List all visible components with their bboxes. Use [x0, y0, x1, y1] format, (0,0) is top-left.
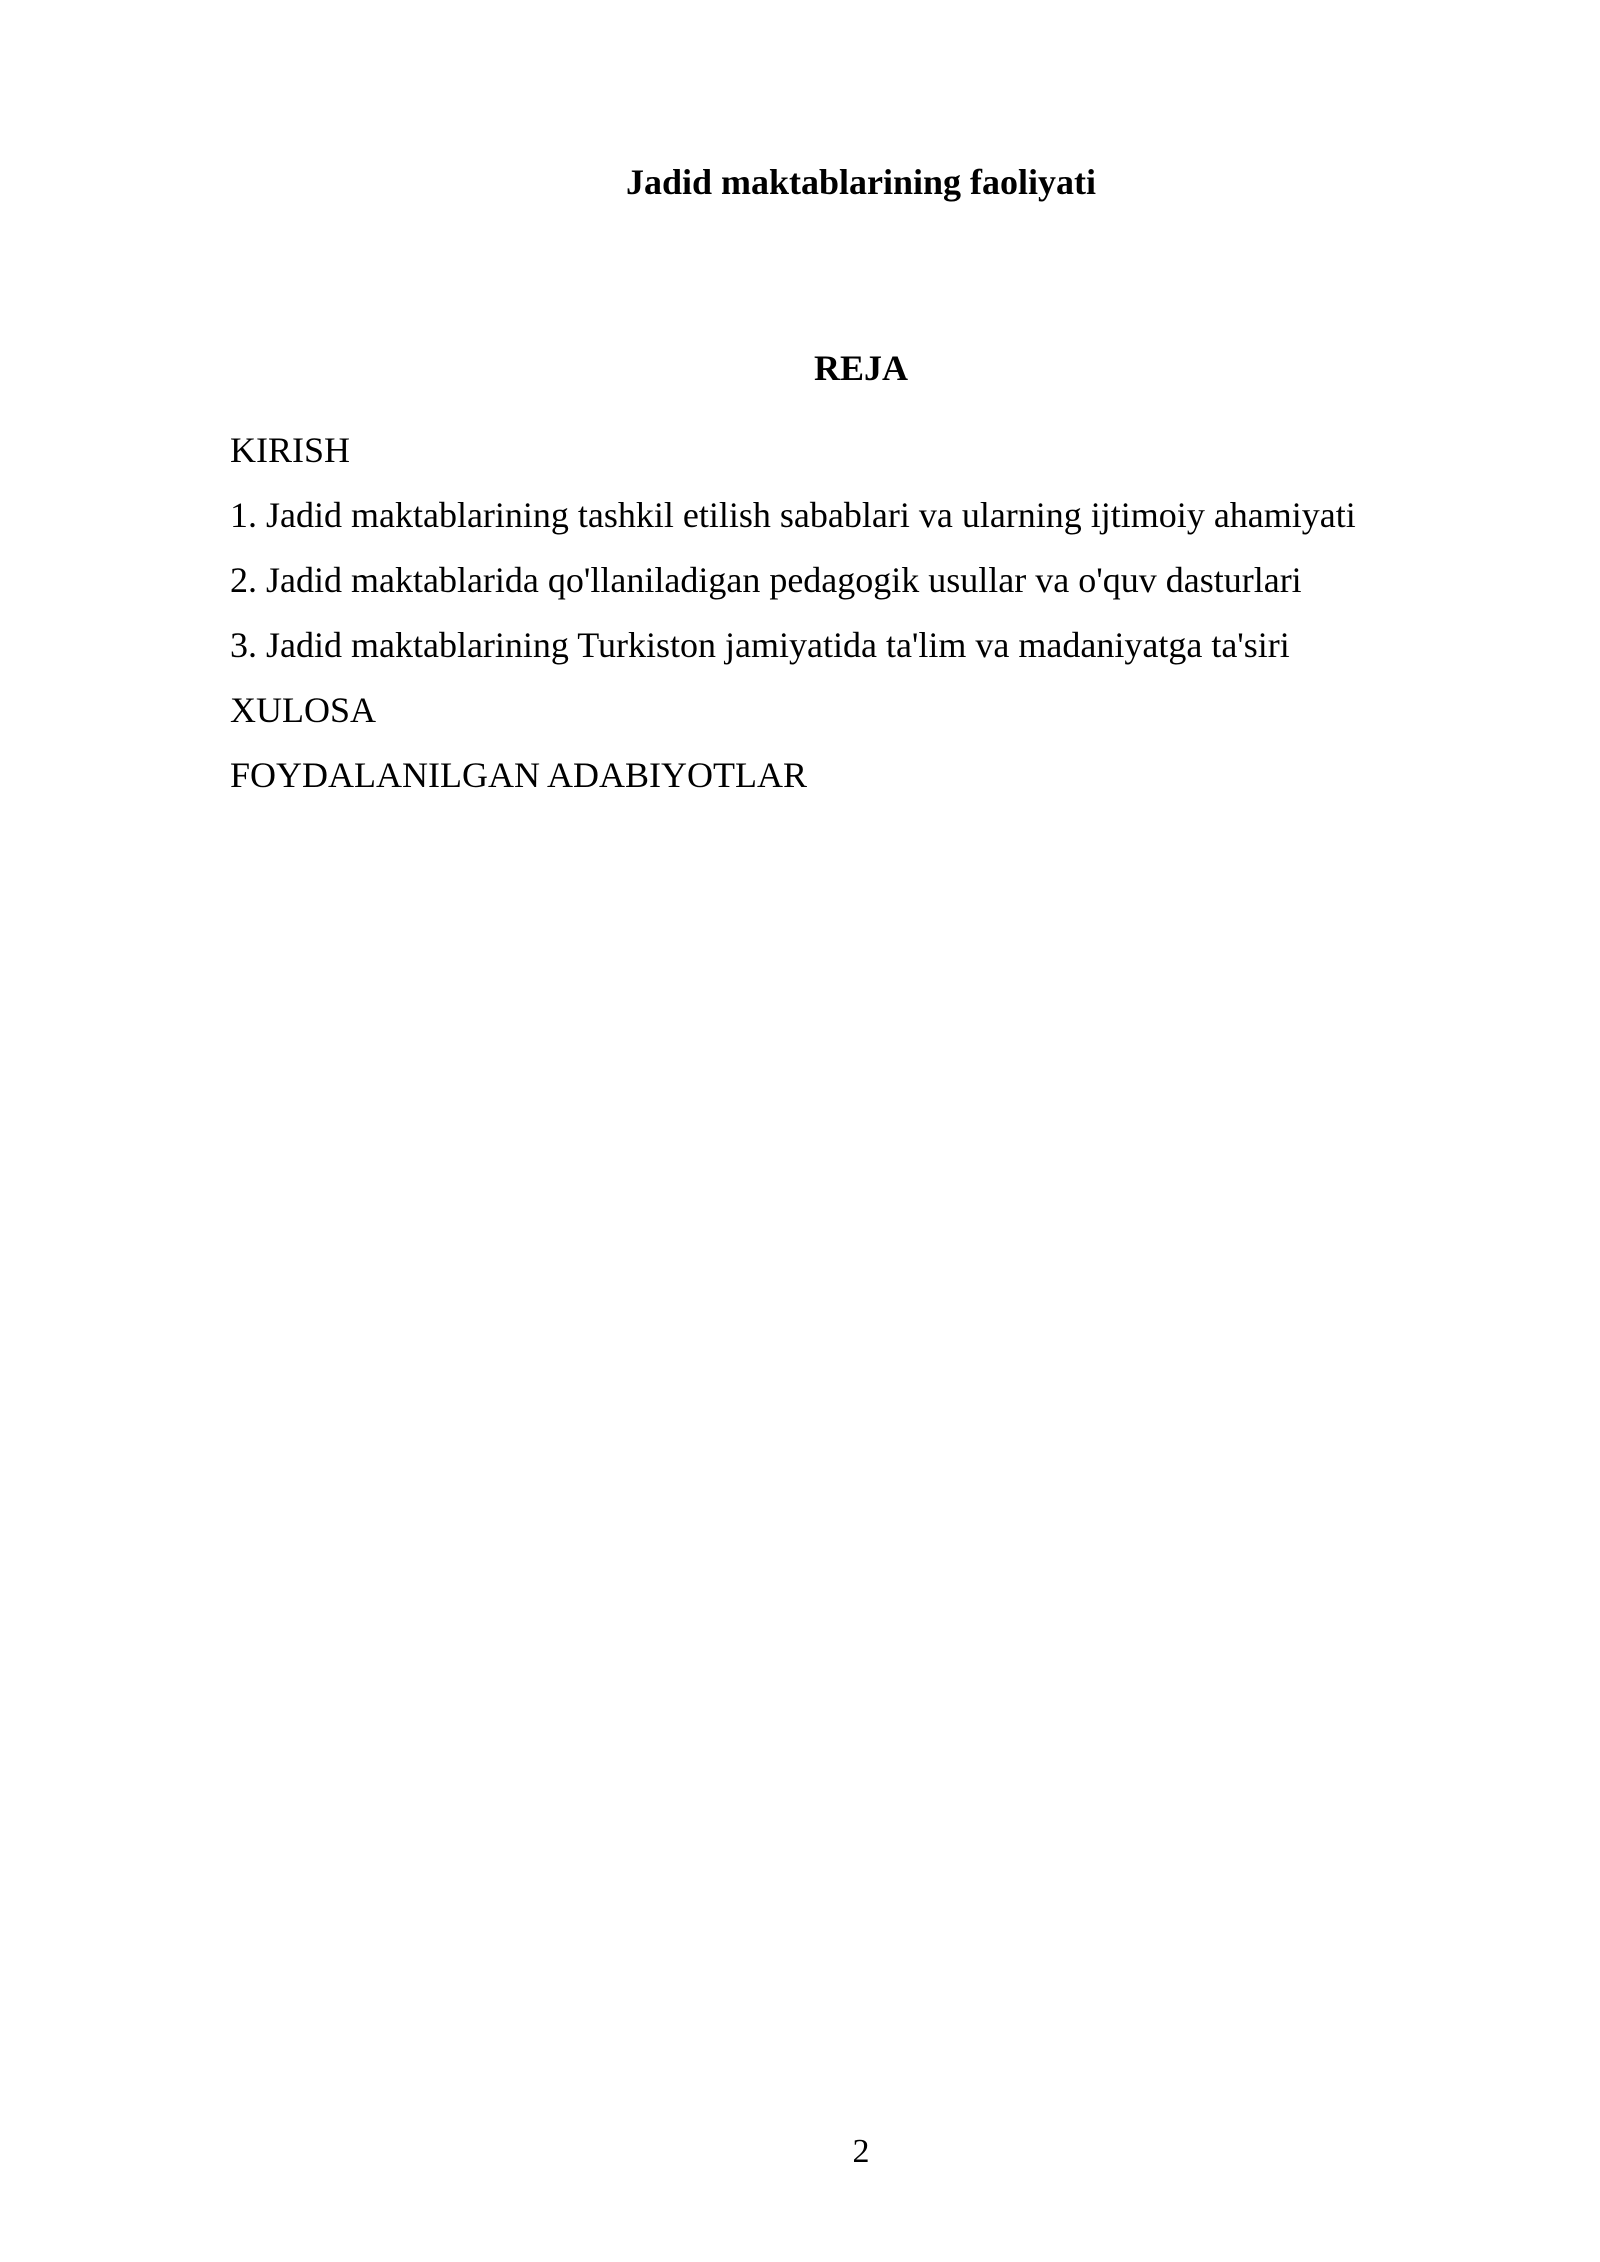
- plan-item-introduction: KIRISH: [230, 430, 351, 470]
- plan-list: [230, 418, 1470, 808]
- plan-item-3: 3. Jadid maktablarining Turkiston jamiyatida ta'lim va madaniyatga ta'siri: [230, 625, 1290, 665]
- plan-item-references: FOYDALANILGAN ADABIYOTLAR: [230, 755, 807, 795]
- plan-item-1: 1. Jadid maktablarining tashkil etilish sabablari va ularning ijtimoiy ahamiyati: [230, 495, 1356, 535]
- document-title: Jadid maktablarining faoliyati: [625, 162, 1097, 202]
- plan-item-conclusion: XULOSA: [230, 690, 377, 730]
- page-number: 2: [852, 2133, 870, 2170]
- plan-heading: REJA: [813, 348, 908, 388]
- plan-item-2: 2. Jadid maktablarida qo'llaniladigan pedagogik usullar va o'quv dasturlari: [230, 560, 1302, 600]
